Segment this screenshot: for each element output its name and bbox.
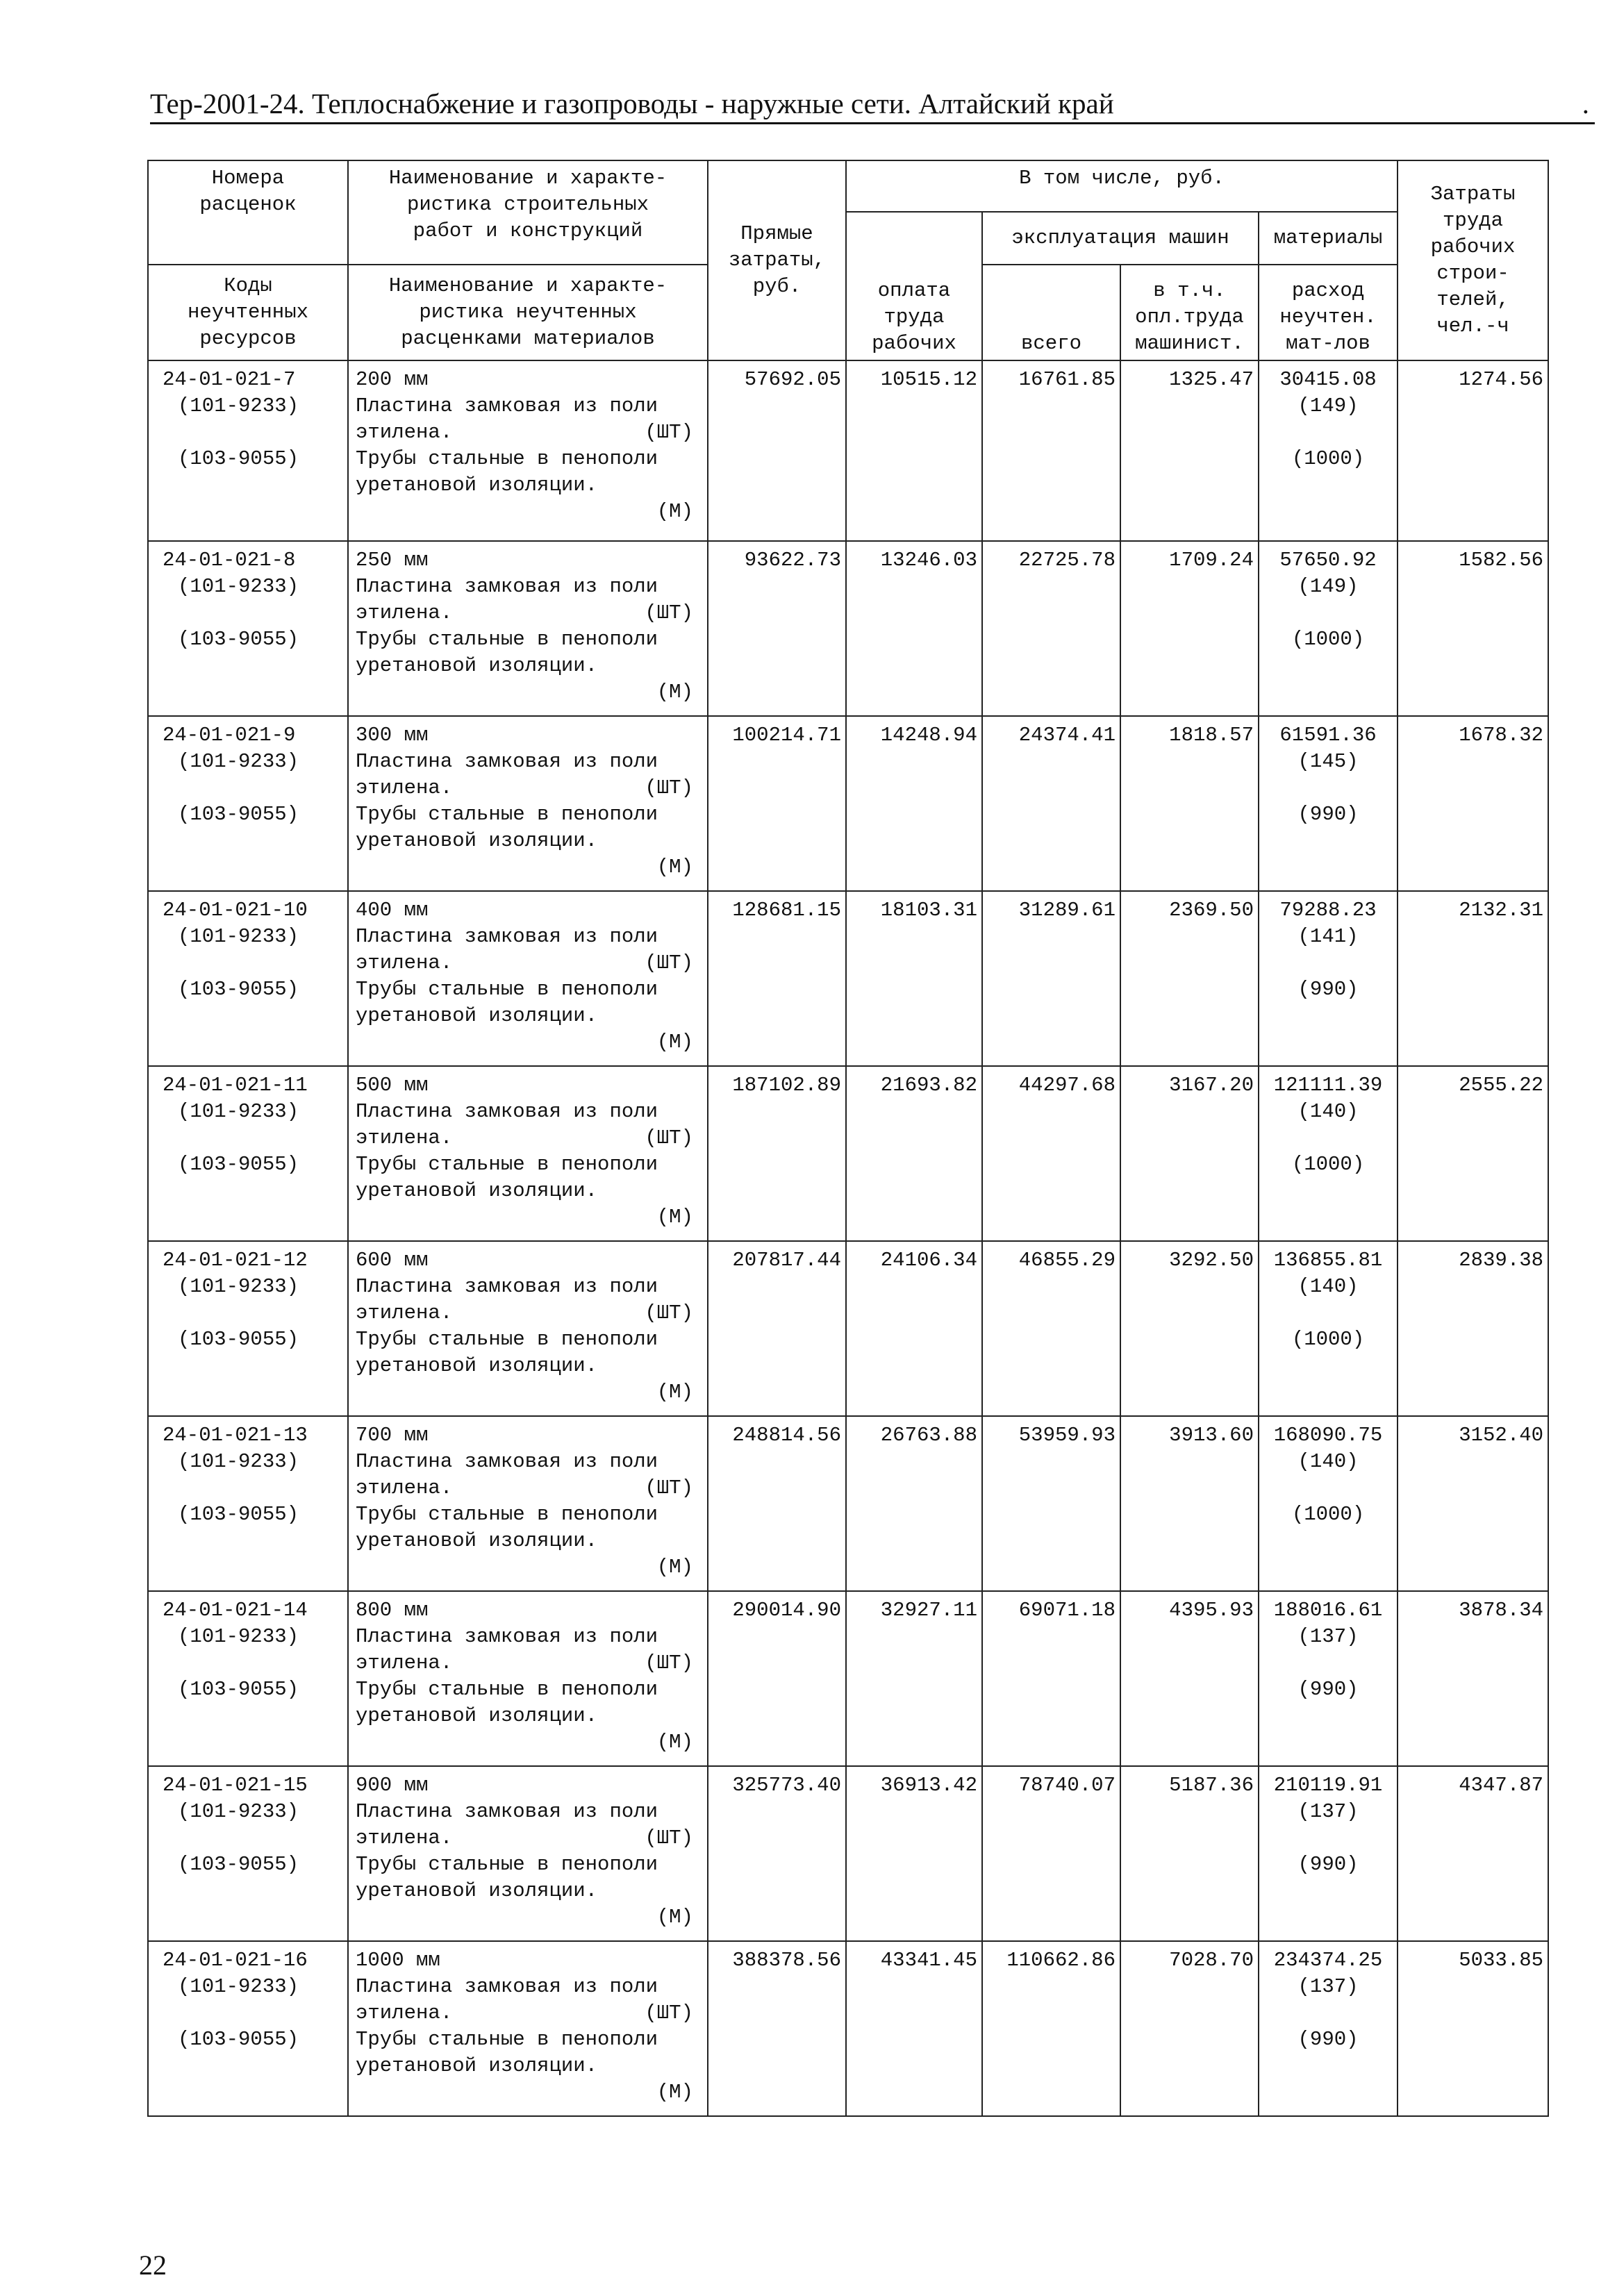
description-cell (348, 1766, 708, 1941)
work-size: 900 мм (356, 1774, 429, 1797)
header-trailing-mark: . (1582, 88, 1589, 119)
unit-label: (М) (656, 856, 693, 879)
wages-value: 36913.42 (846, 1766, 982, 1941)
material-name: Пластина замковая из поли (356, 575, 658, 598)
rates-table (147, 160, 1549, 2117)
machine-wages-value: 5187.36 (1120, 1766, 1259, 1941)
unit-label: (ШТ) (645, 1652, 693, 1674)
resource-code: (101-9233) (178, 1450, 299, 1473)
labor-value: 2555.22 (1398, 1066, 1548, 1241)
resource-code: (101-9233) (178, 750, 299, 773)
wages-value: 18103.31 (846, 891, 982, 1066)
description-cell (348, 891, 708, 1066)
rate-code: 24-01-021-7 (163, 368, 296, 391)
table-row (148, 1416, 1548, 1591)
resource-code: (103-9055) (178, 1853, 299, 1876)
labor-value: 1274.56 (1398, 360, 1548, 541)
resource-code: (103-9055) (178, 1153, 299, 1176)
machine-wages-value: 4395.93 (1120, 1591, 1259, 1766)
labor-value: 1582.56 (1398, 541, 1548, 716)
material-name-cont: уретановой изоляции. (356, 1004, 598, 1027)
unit-label: (ШТ) (645, 601, 693, 624)
machines-total-value: 69071.18 (982, 1591, 1120, 1766)
header-machines-total: всего (982, 265, 1120, 360)
unit-label: (ШТ) (645, 1301, 693, 1324)
resource-code: (103-9055) (178, 1328, 299, 1351)
rate-code: 24-01-021-10 (163, 899, 308, 922)
material-name-cont: этилена. (356, 776, 453, 799)
header-including: В том числе, руб. (846, 160, 1398, 212)
material-name: Трубы стальные в пенополи (356, 1153, 658, 1176)
material-name: Пластина замковая из поли (356, 750, 658, 773)
header-labor-costs: Затраты труда рабочих строи- телей, чел.-ч (1398, 160, 1548, 360)
resource-code: (103-9055) (178, 803, 299, 826)
description-cell (348, 1941, 708, 2116)
material-qty: (990) (1297, 803, 1359, 826)
materials-value: 79288.23 (1279, 899, 1377, 922)
labor-value: 1678.32 (1398, 716, 1548, 891)
unit-label: (ШТ) (645, 1126, 693, 1149)
material-qty: (1000) (1291, 1153, 1365, 1176)
header-name-top: Наименование и характе- ристика строительных работ и конструкций (348, 160, 708, 265)
direct-costs-value: 290014.90 (708, 1591, 846, 1766)
work-size: 250 мм (356, 549, 429, 572)
unit-label: (ШТ) (645, 421, 693, 444)
material-qty: (140) (1297, 1275, 1359, 1298)
rate-code: 24-01-021-16 (163, 1949, 308, 1972)
unit-label: (М) (656, 1381, 693, 1404)
unit-label: (М) (656, 1906, 693, 1929)
material-name-cont: уретановой изоляции. (356, 1179, 598, 1202)
material-qty: (990) (1297, 1678, 1359, 1701)
resource-code: (103-9055) (178, 628, 299, 651)
machines-total-value: 46855.29 (982, 1241, 1120, 1416)
material-name-cont: этилена. (356, 421, 453, 444)
material-name: Пластина замковая из поли (356, 1450, 658, 1473)
unit-label: (М) (656, 1731, 693, 1754)
header-codes-top: Номера расценок (148, 160, 348, 265)
rate-codes-cell (148, 1766, 348, 1941)
labor-value: 5033.85 (1398, 1941, 1548, 2116)
description-cell (348, 541, 708, 716)
material-qty: (990) (1297, 2028, 1359, 2051)
material-name: Трубы стальные в пенополи (356, 628, 658, 651)
materials-cell (1259, 1941, 1398, 2116)
work-size: 500 мм (356, 1074, 429, 1097)
machine-wages-value: 7028.70 (1120, 1941, 1259, 2116)
unit-label: (М) (656, 1206, 693, 1229)
material-name: Трубы стальные в пенополи (356, 1328, 658, 1351)
material-name: Пластина замковая из поли (356, 394, 658, 417)
header-wages: оплата труда рабочих (846, 212, 982, 360)
table-row (148, 891, 1548, 1066)
material-name-cont: уретановой изоляции. (356, 1529, 598, 1552)
material-name-cont: уретановой изоляции. (356, 1704, 598, 1727)
rate-codes-cell (148, 1591, 348, 1766)
materials-value: 210119.91 (1273, 1774, 1383, 1797)
machine-wages-value: 3167.20 (1120, 1066, 1259, 1241)
direct-costs-value: 248814.56 (708, 1416, 846, 1591)
material-name: Трубы стальные в пенополи (356, 803, 658, 826)
description-cell (348, 1591, 708, 1766)
material-name-cont: этилена. (356, 2002, 453, 2024)
material-name-cont: этилена. (356, 1301, 453, 1324)
material-qty: (149) (1297, 394, 1359, 417)
direct-costs-value: 207817.44 (708, 1241, 846, 1416)
machines-total-value: 44297.68 (982, 1066, 1120, 1241)
direct-costs-value: 388378.56 (708, 1941, 846, 2116)
material-name-cont: этилена. (356, 601, 453, 624)
labor-value: 2839.38 (1398, 1241, 1548, 1416)
unit-label: (М) (656, 1031, 693, 1054)
materials-value: 234374.25 (1273, 1949, 1383, 1972)
unit-label: (ШТ) (645, 2002, 693, 2024)
unit-label: (М) (656, 500, 693, 523)
machine-wages-value: 2369.50 (1120, 891, 1259, 1066)
material-qty: (990) (1297, 978, 1359, 1001)
material-name: Трубы стальные в пенополи (356, 978, 658, 1001)
unit-label: (ШТ) (645, 1476, 693, 1499)
material-name: Трубы стальные в пенополи (356, 447, 658, 470)
direct-costs-value: 57692.05 (708, 360, 846, 541)
description-cell (348, 1416, 708, 1591)
table-row (148, 541, 1548, 716)
table-row (148, 360, 1548, 541)
material-name: Трубы стальные в пенополи (356, 1503, 658, 1526)
unit-label: (ШТ) (645, 776, 693, 799)
materials-value: 57650.92 (1279, 549, 1377, 572)
table-row (148, 1766, 1548, 1941)
rate-code: 24-01-021-15 (163, 1774, 308, 1797)
table-row (148, 1591, 1548, 1766)
material-name: Трубы стальные в пенополи (356, 2028, 658, 2051)
work-size: 400 мм (356, 899, 429, 922)
material-name: Пластина замковая из поли (356, 1100, 658, 1123)
work-size: 300 мм (356, 724, 429, 747)
machines-total-value: 22725.78 (982, 541, 1120, 716)
rate-codes-cell (148, 1066, 348, 1241)
resource-code: (101-9233) (178, 1275, 299, 1298)
description-cell (348, 360, 708, 541)
resource-code: (101-9233) (178, 575, 299, 598)
resource-code: (103-9055) (178, 2028, 299, 2051)
wages-value: 24106.34 (846, 1241, 982, 1416)
resource-code: (103-9055) (178, 447, 299, 470)
labor-value: 3152.40 (1398, 1416, 1548, 1591)
material-name-cont: уретановой изоляции. (356, 829, 598, 852)
material-name: Пластина замковая из поли (356, 1800, 658, 1823)
table-row (148, 1241, 1548, 1416)
material-name: Трубы стальные в пенополи (356, 1853, 658, 1876)
machines-total-value: 24374.41 (982, 716, 1120, 891)
rate-code: 24-01-021-14 (163, 1599, 308, 1622)
unit-label: (М) (656, 2081, 693, 2104)
page-number: 22 (139, 2249, 167, 2281)
unit-label: (ШТ) (645, 951, 693, 974)
direct-costs-value: 100214.71 (708, 716, 846, 891)
wages-value: 26763.88 (846, 1416, 982, 1591)
material-name: Трубы стальные в пенополи (356, 1678, 658, 1701)
wages-value: 32927.11 (846, 1591, 982, 1766)
labor-value: 4347.87 (1398, 1766, 1548, 1941)
resource-code: (101-9233) (178, 394, 299, 417)
material-name-cont: этилена. (356, 1652, 453, 1674)
material-qty: (990) (1297, 1853, 1359, 1876)
rate-code: 24-01-021-13 (163, 1424, 308, 1447)
machines-total-value: 53959.93 (982, 1416, 1120, 1591)
direct-costs-value: 325773.40 (708, 1766, 846, 1941)
rate-code: 24-01-021-9 (163, 724, 296, 747)
rate-codes-cell (148, 891, 348, 1066)
material-qty: (1000) (1291, 447, 1365, 470)
resource-code: (101-9233) (178, 1975, 299, 1998)
machine-wages-value: 3292.50 (1120, 1241, 1259, 1416)
material-name-cont: этилена. (356, 1126, 453, 1149)
unit-label: (М) (656, 1556, 693, 1579)
material-name-cont: уретановой изоляции. (356, 2054, 598, 2077)
material-name: Пластина замковая из поли (356, 1275, 658, 1298)
materials-cell (1259, 891, 1398, 1066)
materials-value: 188016.61 (1273, 1599, 1383, 1622)
material-name-cont: уретановой изоляции. (356, 1354, 598, 1377)
header-materials-usage: расход неучтен. мат-лов (1259, 265, 1398, 360)
material-name: Пластина замковая из поли (356, 925, 658, 948)
resource-code: (101-9233) (178, 1625, 299, 1648)
material-qty: (1000) (1291, 1503, 1365, 1526)
material-name-cont: уретановой изоляции. (356, 1879, 598, 1902)
direct-costs-value: 128681.15 (708, 891, 846, 1066)
work-size: 200 мм (356, 368, 429, 391)
material-name-cont: этилена. (356, 1476, 453, 1499)
description-cell (348, 716, 708, 891)
resource-code: (103-9055) (178, 978, 299, 1001)
material-qty: (137) (1297, 1975, 1359, 1998)
machines-total-value: 110662.86 (982, 1941, 1120, 2116)
machine-wages-value: 1325.47 (1120, 360, 1259, 541)
material-name-cont: этилена. (356, 1827, 453, 1849)
wages-value: 13246.03 (846, 541, 982, 716)
material-qty: (1000) (1291, 1328, 1365, 1351)
materials-cell (1259, 716, 1398, 891)
wages-value: 43341.45 (846, 1941, 982, 2116)
materials-cell (1259, 1241, 1398, 1416)
machines-total-value: 16761.85 (982, 360, 1120, 541)
rate-codes-cell (148, 1241, 348, 1416)
material-name-cont: уретановой изоляции. (356, 474, 598, 497)
page-header (150, 85, 1595, 124)
header-machine-operator-wages: в т.ч. опл.труда машинист. (1120, 265, 1259, 360)
work-size: 1000 мм (356, 1949, 440, 1972)
resource-code: (103-9055) (178, 1503, 299, 1526)
materials-value: 136855.81 (1273, 1249, 1383, 1272)
document-title: Тер-2001-24. Теплоснабжение и газопроводы - наружные сети. Алтайский край (150, 88, 1114, 119)
wages-value: 21693.82 (846, 1066, 982, 1241)
material-qty: (1000) (1291, 628, 1365, 651)
labor-value: 2132.31 (1398, 891, 1548, 1066)
header-machines: эксплуатация машин (982, 212, 1259, 265)
material-name-cont: уретановой изоляции. (356, 654, 598, 677)
material-qty: (137) (1297, 1625, 1359, 1648)
table-row (148, 716, 1548, 891)
labor-value: 3878.34 (1398, 1591, 1548, 1766)
material-name: Пластина замковая из поли (356, 1975, 658, 1998)
resource-code: (101-9233) (178, 1800, 299, 1823)
material-name-cont: этилена. (356, 951, 453, 974)
rate-codes-cell (148, 360, 348, 541)
wages-value: 10515.12 (846, 360, 982, 541)
materials-value: 168090.75 (1273, 1424, 1383, 1447)
table-row (148, 1066, 1548, 1241)
materials-value: 61591.36 (1279, 724, 1377, 747)
header-name-bottom: Наименование и характе- ристика неучтенных расценками материалов (348, 265, 708, 360)
material-qty: (149) (1297, 575, 1359, 598)
materials-cell (1259, 360, 1398, 541)
table-row (148, 1941, 1548, 2116)
material-qty: (141) (1297, 925, 1359, 948)
resource-code: (101-9233) (178, 1100, 299, 1123)
rate-code: 24-01-021-8 (163, 549, 296, 572)
material-name: Пластина замковая из поли (356, 1625, 658, 1648)
machines-total-value: 78740.07 (982, 1766, 1120, 1941)
work-size: 800 мм (356, 1599, 429, 1622)
material-qty: (145) (1297, 750, 1359, 773)
materials-cell (1259, 1591, 1398, 1766)
machine-wages-value: 3913.60 (1120, 1416, 1259, 1591)
header-materials: материалы (1259, 212, 1398, 265)
machines-total-value: 31289.61 (982, 891, 1120, 1066)
description-cell (348, 1066, 708, 1241)
unit-label: (М) (656, 681, 693, 704)
rate-codes-cell (148, 541, 348, 716)
materials-cell (1259, 1066, 1398, 1241)
rate-code: 24-01-021-11 (163, 1074, 308, 1097)
direct-costs-value: 187102.89 (708, 1066, 846, 1241)
direct-costs-value: 93622.73 (708, 541, 846, 716)
machine-wages-value: 1818.57 (1120, 716, 1259, 891)
description-cell (348, 1241, 708, 1416)
materials-value: 30415.08 (1279, 368, 1377, 391)
rate-codes-cell (148, 1416, 348, 1591)
header-direct-costs: Прямые затраты, руб. (708, 160, 846, 360)
materials-cell (1259, 1766, 1398, 1941)
rate-codes-cell (148, 1941, 348, 2116)
wages-value: 14248.94 (846, 716, 982, 891)
resource-code: (101-9233) (178, 925, 299, 948)
rate-codes-cell (148, 716, 348, 891)
work-size: 700 мм (356, 1424, 429, 1447)
work-size: 600 мм (356, 1249, 429, 1272)
materials-value: 121111.39 (1273, 1074, 1383, 1097)
materials-cell (1259, 1416, 1398, 1591)
machine-wages-value: 1709.24 (1120, 541, 1259, 716)
resource-code: (103-9055) (178, 1678, 299, 1701)
header-codes-bottom: Коды неучтенных ресурсов (148, 265, 348, 360)
unit-label: (ШТ) (645, 1827, 693, 1849)
rate-code: 24-01-021-12 (163, 1249, 308, 1272)
material-qty: (140) (1297, 1450, 1359, 1473)
material-qty: (137) (1297, 1800, 1359, 1823)
material-qty: (140) (1297, 1100, 1359, 1123)
materials-cell (1259, 541, 1398, 716)
